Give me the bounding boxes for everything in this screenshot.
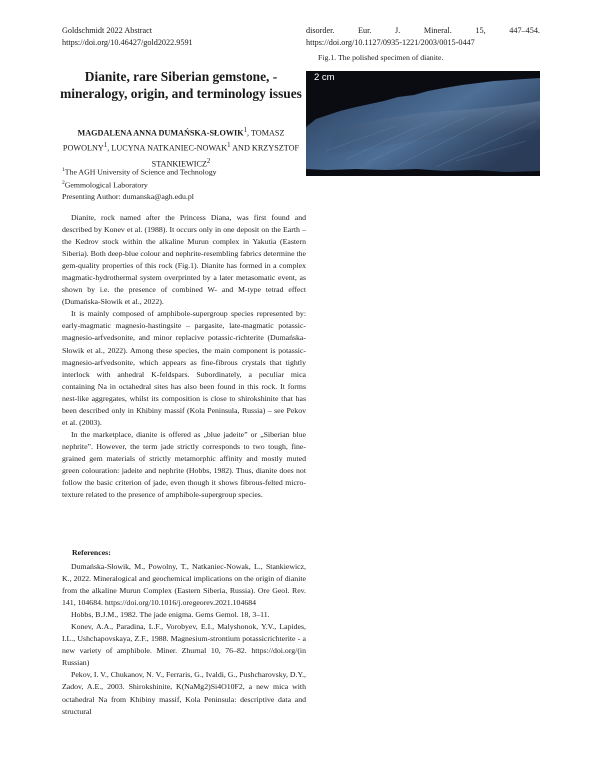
body-text xyxy=(62,212,306,501)
author-name: , LUCYNA NATKANIEC-NOWAK xyxy=(107,144,228,154)
specimen-photo xyxy=(306,71,540,176)
affiliation-marker: 2 xyxy=(62,180,65,186)
reference-item: Konev, A.A., Paradina, L.F., Vorobyev, E.I., Malyshonok, Y.V., Lapides, I.L., Ushchapovskaya, Z.F., 1988. Magnesium-strontium potassicrichterite - a new variety of amphibole. Miner. Zhurnal 10, 76–82. https://doi.org/(in Russian) xyxy=(62,622,306,668)
ref-fragment: Eur. xyxy=(358,26,372,35)
affiliation-text: The AGH University of Science and Technology xyxy=(64,167,217,177)
paragraph-intro: Dianite, rock named after the Princess Diana, was first found and described by Konev et al. (1988). It occurs only in one deposit on the Earth – the Kedrov stock within the alkaline Murun complex in Yakutia (Eastern Siberia). Both deep-blue colour and nephrite-resembling fabrics determine the gem-quality properties of this rock (Fig.1). Dianite has formed in a complex magmatic-hydrothermal system overprinted by a later metasomatic event, as shown by i.e. the presence of combined W- and M-type tetrad effect (Dumańska-Słowik et al., 2022). xyxy=(62,213,306,307)
doi-link[interactable]: https://doi.org/10.46427/gold2022.9591 xyxy=(62,38,193,47)
author-name: MAGDALENA ANNA DUMAŃSKA-SŁOWIK xyxy=(77,128,244,138)
reference-item: Dumańska-Słowik, M., Powolny, T., Natkaniec-Nowak, L., Stankiewicz, K., 2022. Mineralogical and geochemical implications on the origin of dianite from the alkaline Murun Complex (Eastern Siberia, Russia). Ore Geol. Rev. 141, 104684. https://doi.org/10.1016/j.oregeorev.2021.104684 xyxy=(62,562,306,608)
reference-list xyxy=(62,561,306,718)
journal-header: Goldschmidt 2022 Abstract xyxy=(62,26,153,35)
references-heading: References: xyxy=(72,548,111,557)
paragraph-composition: It is mainly composed of amphibole-supergroup species represented by: early-magmatic magnesio-hastingsite – pargasite, late-magmatic potassic-magnesio-arfvedsonite, and minor replacive potassic-richterite (Dumańska-Słowik et al., 2022). Among these species, the main component is potassic-magnesio-arfvedsonite, which appears as fine-fibrous crystals that tightly interlock with anhedral K-feldspars. Subordinately, a peculiar mica containing Na in octahedral sites has also been found in this rock. It forms nest-like aggregates, whilst its composition is close to shirokshinite that has been described only in Khibiny massif (Kola Peninsula, Russia) – see Pekov et al. (2003). xyxy=(62,309,306,427)
author-name: , TOMASZ POWOLNY xyxy=(62,128,285,154)
paragraph-marketplace: In the marketplace, dianite is offered as „blue jadeite” or „Siberian blue nephrite”. However, the term jade strictly corresponds to two tough, fine-grained gem materials of strictly metamorphic affinity and mostly muted green colouration: jadeite and nephrite (Hobbs, 1982). Thus, dianite does not follow the basic criterion of jade, even though it shows fibrous-felted micro-texture related to the presence of amphibole-supergroup species. xyxy=(62,429,306,500)
paper-title: Dianite, rare Siberian gemstone, - mineralogy, origin, and terminology issues xyxy=(60,69,302,101)
scale-bar-label: 2 cm xyxy=(314,72,335,83)
reference-item: Hobbs, B.J.M., 1982. The jade enigma. Gems Gemol. 18, 3–11. xyxy=(71,610,270,620)
continued-reference-line xyxy=(306,25,540,36)
affiliation-marker: 1 xyxy=(103,142,108,150)
affiliation-marker: 2 xyxy=(206,157,211,165)
author-name: AND KRZYSZTOF STANKIEWICZ xyxy=(151,144,300,169)
affiliation-marker: 1 xyxy=(227,142,231,150)
affiliation-text: Gemmological Laboratory xyxy=(64,180,148,190)
figure-caption: Fig.1. The polished specimen of dianite. xyxy=(318,53,444,62)
reference-item: Pekov, I. V., Chukanov, N. V., Ferraris, G., Ivaldi, G., Pushcharovsky, D.Y., Zadov, A.E., 2003. Shirokshinite, K(NaMg2)Si4O10F2, a new mica with octahedral Na from Khibiny massif, Kola Peninsula: descriptive data and structural xyxy=(62,670,306,716)
affiliation-2 xyxy=(62,177,148,192)
ref-fragment: J. xyxy=(395,26,401,35)
ref-fragment: 447–454. xyxy=(509,26,540,35)
ref-fragment: 15, xyxy=(475,26,486,35)
presenting-author: Presenting Author: dumanska@agh.edu.pl xyxy=(62,192,194,201)
continued-reference-doi[interactable]: https://doi.org/10.1127/0935-1221/2003/0015-0447 xyxy=(306,38,475,47)
specimen-image xyxy=(306,71,540,176)
affiliation-marker: 1 xyxy=(62,167,65,173)
ref-fragment: disorder. xyxy=(306,26,335,35)
affiliation-marker: 1 xyxy=(243,127,247,134)
ref-fragment: Mineral. xyxy=(423,26,452,35)
